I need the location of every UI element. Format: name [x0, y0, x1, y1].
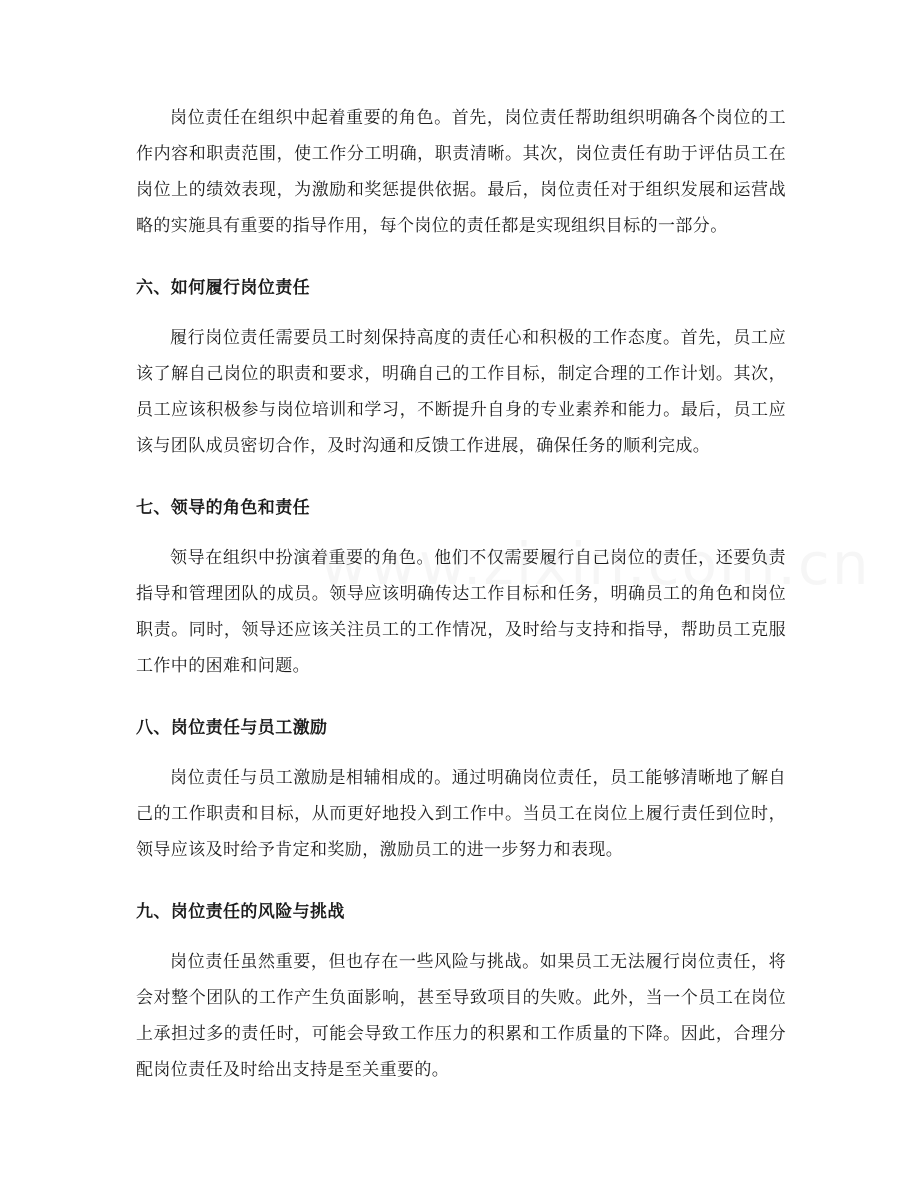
section-body-9: 岗位责任虽然重要，但也存在一些风险与挑战。如果员工无法履行岗位责任，将会对整个团队的工作产生负面影响，甚至导致项目的失败。此外，当一个员工在岗位上承担过多的责任时，可能会导致工作压力的积累和工作质量的下降。因此，合理分配岗位责任及时给出支持是至关重要的。 — [136, 952, 786, 1080]
intro-paragraph: 岗位责任在组织中起着重要的角色。首先，岗位责任帮助组织明确各个岗位的工作内容和职责范围，使工作分工明确，职责清晰。其次，岗位责任有助于评估员工在岗位上的绩效表现，为激励和奖惩提供依据。最后，岗位责任对于组织发展和运营战略的实施具有重要的指导作用，每个岗位的责任都是实现组织目标的一部分。 — [136, 108, 786, 236]
section-body-6: 履行岗位责任需要员工时刻保持高度的责任心和积极的工作态度。首先，员工应该了解自己岗位的职责和要求，明确自己的工作目标，制定合理的工作计划。其次，员工应该积极参与岗位培训和学习，不断提升自身的专业素养和能力。最后，员工应该与团队成员密切合作，及时沟通和反馈工作进展，确保任务的顺利完成。 — [136, 328, 786, 456]
section-body-7: 领导在组织中扮演着重要的角色。他们不仅需要履行自己岗位的责任，还要负责指导和管理团队的成员。领导应该明确传达工作目标和任务，明确员工的角色和岗位职责。同时，领导还应该关注员工的工作情况，及时给与支持和指导，帮助员工克服工作中的困难和问题。 — [136, 548, 786, 676]
section-heading-6: 六、如何履行岗位责任 — [136, 278, 310, 298]
section-heading-8: 八、岗位责任与员工激励 — [136, 718, 328, 738]
section-heading-9: 九、岗位责任的风险与挑战 — [136, 902, 345, 922]
section-heading-7: 七、领导的角色和责任 — [136, 498, 310, 518]
section-body-8: 岗位责任与员工激励是相辅相成的。通过明确岗位责任，员工能够清晰地了解自己的工作职责和目标，从而更好地投入到工作中。当员工在岗位上履行责任到位时，领导应该及时给予肯定和奖励，激励员工的进一步努力和表现。 — [136, 768, 786, 860]
document-page — [136, 100, 786, 1100]
